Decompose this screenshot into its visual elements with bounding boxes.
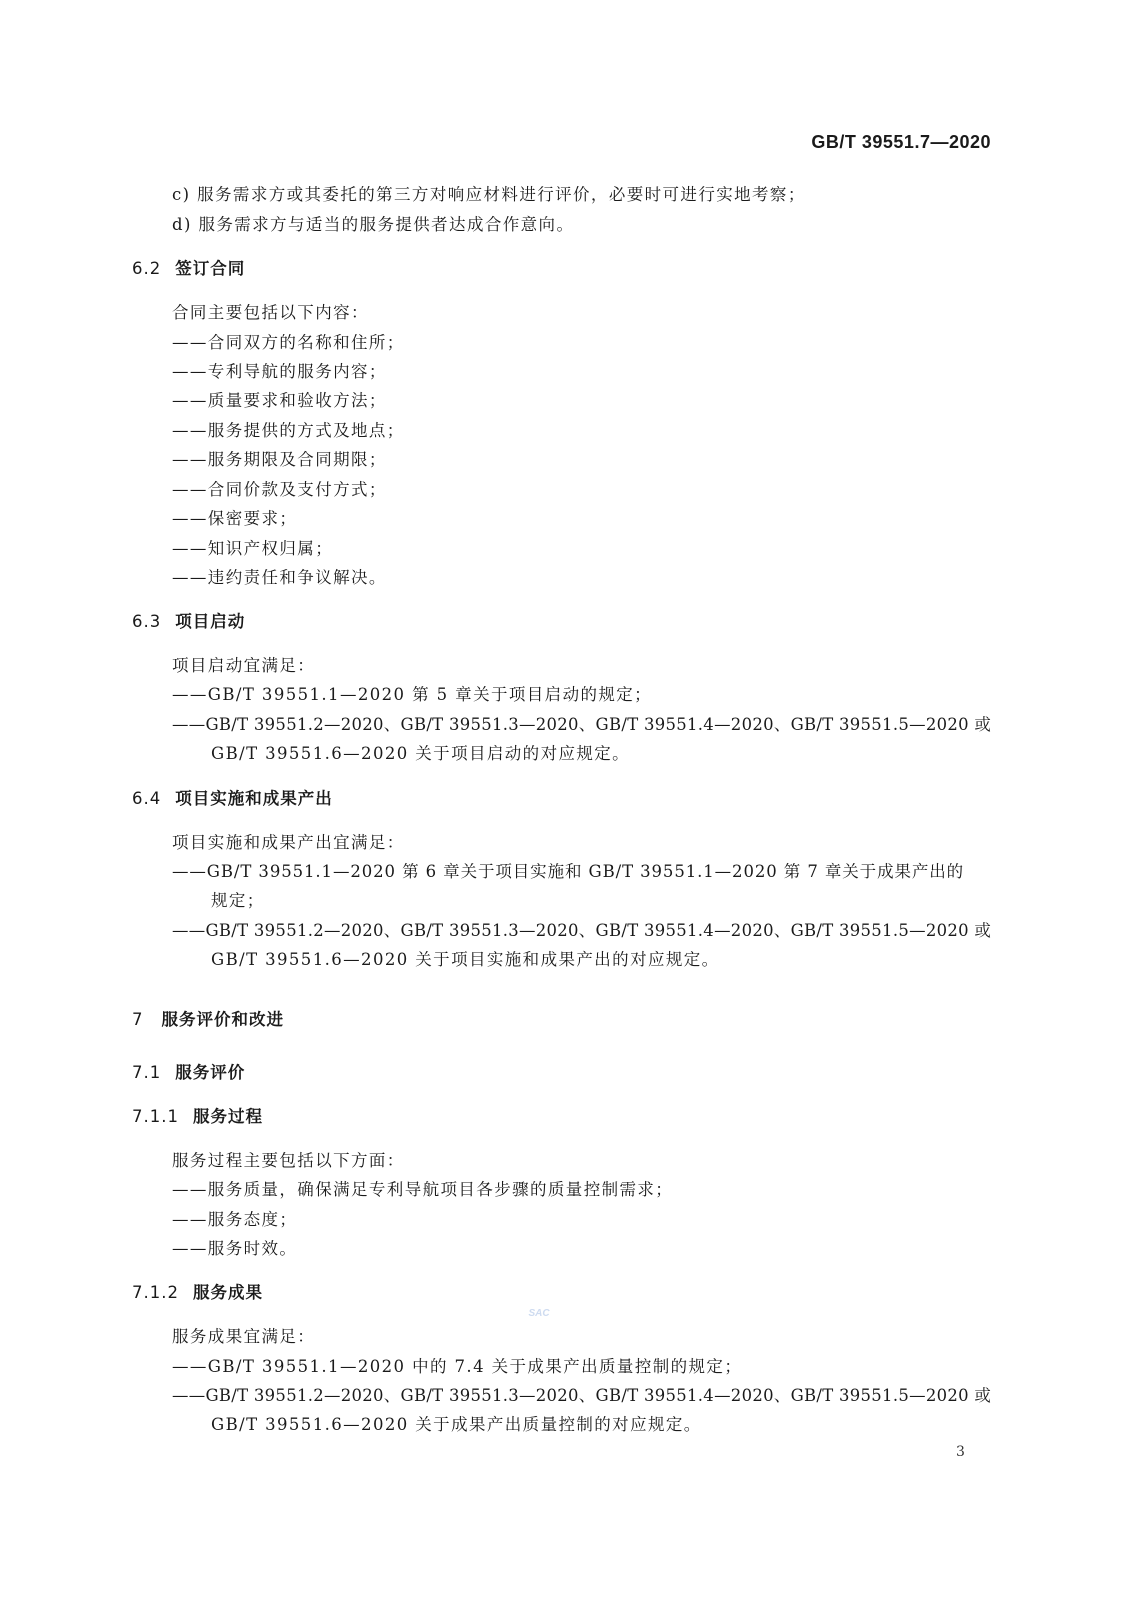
list-item-c: c) 服务需求方或其委托的第三方对响应材料进行评价，必要时可进行实地考察；: [172, 185, 806, 204]
sac-watermark-logo: SAC: [528, 1307, 550, 1319]
section-title: 服务评价和改进: [161, 1010, 284, 1029]
list-item-continuation: GB/T 39551.6—2020 关于项目实施和成果产出的对应规定。: [211, 950, 720, 969]
list-item: ——知识产权归属；: [172, 539, 334, 558]
section-7-1-2-heading: [132, 1282, 263, 1304]
list-item: ——GB/T 39551.2—2020、GB/T 39551.3—2020、GB/T 39551.4—2020、GB/T 39551.5—2020 或: [172, 921, 992, 940]
list-item: ——质量要求和验收方法；: [172, 391, 387, 410]
section-title: 项目启动: [175, 612, 246, 631]
list-item: ——服务态度；: [172, 1210, 298, 1229]
section-number: 7.1: [132, 1063, 162, 1082]
section-intro: 服务过程主要包括以下方面：: [172, 1151, 405, 1170]
list-item: ——服务提供的方式及地点；: [172, 421, 405, 440]
section-number: 6.4: [132, 789, 162, 808]
section-7-1-1-heading: [132, 1106, 263, 1128]
section-6-2-heading: [132, 258, 245, 280]
section-intro: 项目启动宜满足：: [172, 656, 316, 675]
section-number: 6.2: [132, 259, 162, 278]
section-title: 服务成果: [192, 1283, 263, 1302]
list-item: ——合同双方的名称和住所；: [172, 333, 405, 352]
list-item: ——保密要求；: [172, 509, 298, 528]
section-title: 签订合同: [175, 259, 246, 278]
list-item: ——GB/T 39551.1—2020 中的 7.4 关于成果产出质量控制的规定；: [172, 1357, 743, 1376]
list-item: ——GB/T 39551.1—2020 第 5 章关于项目启动的规定；: [172, 685, 653, 704]
section-7-1-heading: [132, 1062, 245, 1084]
standard-code-header: GB/T 39551.7—2020: [811, 132, 991, 152]
section-title: 服务评价: [175, 1063, 246, 1082]
section-number: 7: [132, 1010, 144, 1029]
section-title: 服务过程: [192, 1107, 263, 1126]
list-item: ——服务质量，确保满足专利导航项目各步骤的质量控制需求；: [172, 1180, 674, 1199]
list-item: ——违约责任和争议解决。: [172, 568, 387, 587]
section-6-4-heading: [132, 788, 333, 810]
section-intro: 服务成果宜满足：: [172, 1327, 316, 1346]
list-item: ——GB/T 39551.2—2020、GB/T 39551.3—2020、GB/T 39551.4—2020、GB/T 39551.5—2020 或: [172, 1386, 992, 1405]
list-item-continuation: GB/T 39551.6—2020 关于成果产出质量控制的对应规定。: [211, 1415, 702, 1434]
section-number: 6.3: [132, 612, 162, 631]
section-number: 7.1.1: [132, 1107, 179, 1126]
list-item-continuation: 规定；: [211, 891, 265, 910]
page-number: 3: [956, 1444, 965, 1460]
list-item: ——服务期限及合同期限；: [172, 450, 387, 469]
list-item-continuation: GB/T 39551.6—2020 关于项目启动的对应规定。: [211, 744, 631, 763]
list-item-d: d) 服务需求方与适当的服务提供者达成合作意向。: [172, 215, 575, 234]
list-item: ——GB/T 39551.1—2020 第 6 章关于项目实施和 GB/T 39551.1—2020 第 7 章关于成果产出的: [172, 862, 965, 881]
section-6-3-heading: [132, 611, 245, 633]
section-number: 7.1.2: [132, 1283, 179, 1302]
list-item: ——服务时效。: [172, 1239, 298, 1258]
chapter-7-heading: [132, 1009, 284, 1031]
list-item: ——专利导航的服务内容；: [172, 362, 387, 381]
list-item: ——GB/T 39551.2—2020、GB/T 39551.3—2020、GB/T 39551.4—2020、GB/T 39551.5—2020 或: [172, 715, 992, 734]
list-item: ——合同价款及支付方式；: [172, 480, 387, 499]
section-intro: 项目实施和成果产出宜满足：: [172, 833, 405, 852]
section-title: 项目实施和成果产出: [175, 789, 333, 808]
section-intro: 合同主要包括以下内容：: [172, 303, 369, 322]
